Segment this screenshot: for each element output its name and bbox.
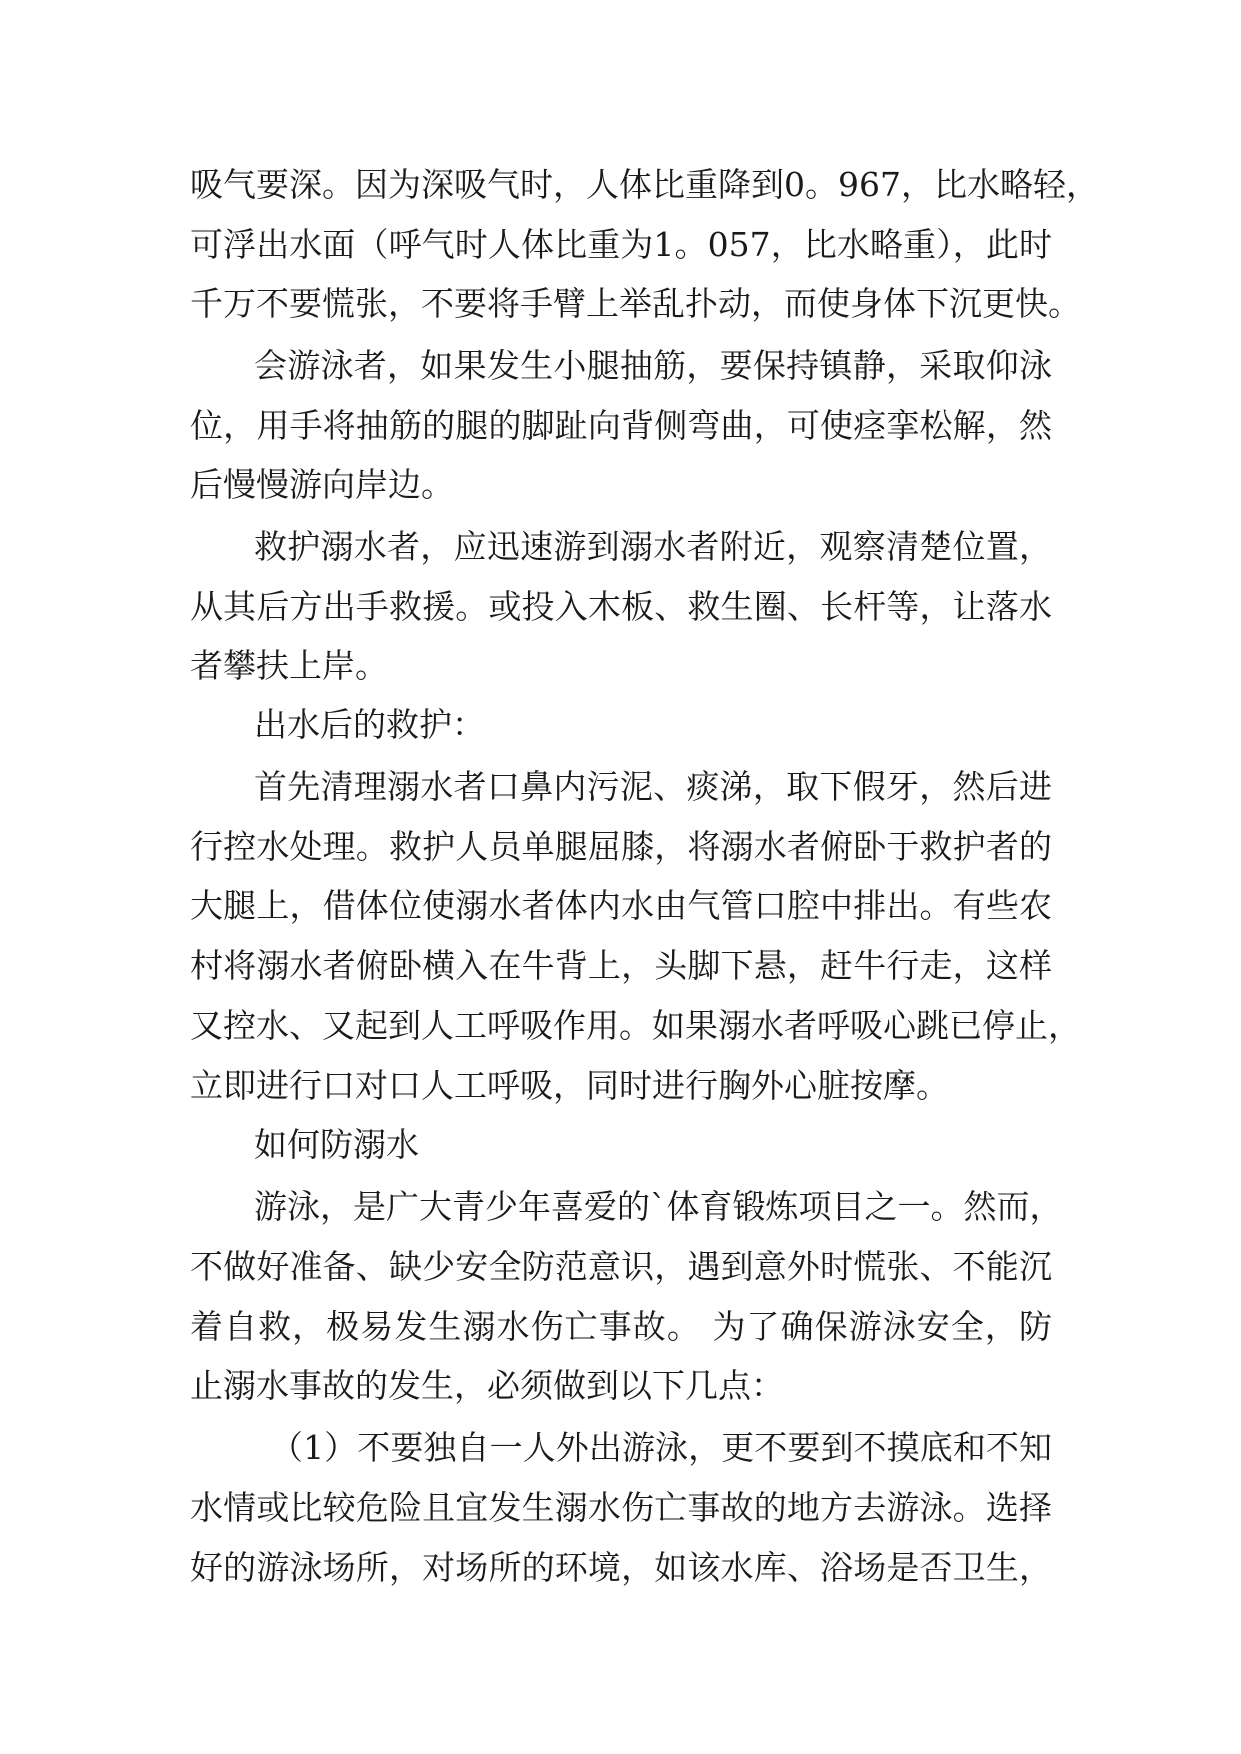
paragraph-first-line: 首先清理溺水者口鼻内污泥、痰涕，取下假牙，然后进: [254, 767, 1052, 806]
text-line: 止溺水事故的发生，必须做到以下几点：: [190, 1366, 784, 1405]
text-line: 着自救，极易发生溺水伤亡事故。 为了确保游泳安全，防: [190, 1307, 1052, 1346]
text-line: 行控水处理。救护人员单腿屈膝，将溺水者俯卧于救护者的: [190, 827, 1052, 866]
section-heading: 如何防溺水: [254, 1125, 419, 1164]
paragraph-first-line: 会游泳者，如果发生小腿抽筋，要保持镇静，采取仰泳: [254, 346, 1052, 385]
text-line: 吸气要深。因为深吸气时，人体比重降到0。967，比水略轻，: [190, 165, 1099, 204]
text-line: 好的游泳场所，对场所的环境，如该水库、浴场是否卫生，: [190, 1548, 1052, 1587]
text-line: 后慢慢游向岸边。: [190, 465, 454, 504]
paragraph-first-line: 救护溺水者，应迅速游到溺水者附近，观察清楚位置，: [254, 527, 1052, 566]
text-line: 从其后方出手救援。或投入木板、救生圈、长杆等，让落水: [190, 587, 1052, 626]
text-line: 村将溺水者俯卧横入在牛背上，头脚下悬，赶牛行走，这样: [190, 946, 1052, 985]
text-line: 可浮出水面（呼气时人体比重为1。057，比水略重），此时: [190, 225, 1052, 264]
section-heading: 出水后的救护：: [254, 705, 485, 744]
list-item-first-line: （1）不要独自一人外出游泳，更不要到不摸底和不知: [270, 1428, 1052, 1467]
text-line: 立即进行口对口人工呼吸，同时进行胸外心脏按摩。: [190, 1066, 949, 1105]
text-line: 又控水、又起到人工呼吸作用。如果溺水者呼吸心跳已停止，: [190, 1006, 1081, 1045]
text-line: 者攀扶上岸。: [190, 646, 388, 685]
text-line: 大腿上，借体位使溺水者体内水由气管口腔中排出。有些农: [190, 886, 1052, 925]
text-line: 不做好准备、缺少安全防范意识，遇到意外时慌张、不能沉: [190, 1247, 1052, 1286]
paragraph-first-line: 游泳，是广大青少年喜爱的`体育锻炼项目之一。然而，: [254, 1187, 1063, 1226]
text-line: 位，用手将抽筋的腿的脚趾向背侧弯曲，可使痉挛松解，然: [190, 406, 1052, 445]
text-line: 千万不要慌张，不要将手臂上举乱扑动，而使身体下沉更快。: [190, 284, 1081, 323]
text-line: 水情或比较危险且宜发生溺水伤亡事故的地方去游泳。选择: [190, 1488, 1052, 1527]
